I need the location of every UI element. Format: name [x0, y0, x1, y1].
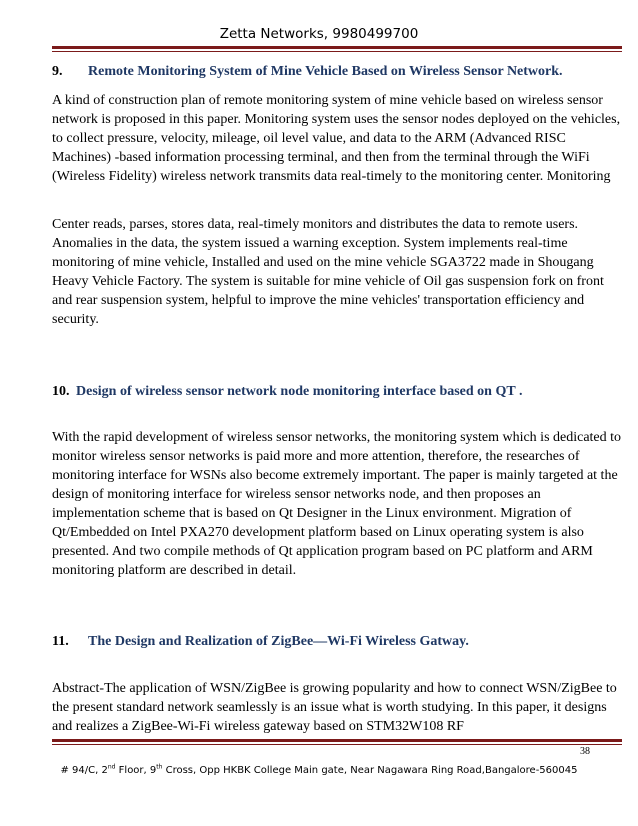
page-number: 38: [580, 746, 590, 757]
section-9-paragraph-1: [52, 91, 624, 186]
header-rule-thin: [52, 51, 622, 52]
section-9-paragraph-2-text: Center reads, parses, stores data, real-timely monitors and distributes the data to remote users. Anomalies in the data, the system issued a warning exception. System implements real-time monitoring of mine vehicle, Installed and used on the mine vehicle SGA3722 made in Shougang Heavy Vehicle Factory. The system is suitable for mine vehicle of Oil gas suspension fork on front and rear suspension system, helpful to improve the mine vehicles' transportation efficiency and security.: [52, 217, 604, 327]
section-10-number: 10.: [52, 384, 70, 399]
section-9-heading: [52, 62, 563, 81]
page-header-title: Zetta Networks, 9980499700: [219, 26, 419, 42]
section-11-paragraph-1: [52, 679, 624, 736]
footer-address-part-3: Cross, Opp HKBK College Main gate, Near Nagawara Ring Road,Bangalore-560045: [162, 765, 578, 776]
footer-rule-thin: [52, 744, 622, 745]
page-footer-address: [0, 765, 638, 776]
section-9-paragraph-2: [52, 215, 624, 329]
section-10-heading: [52, 382, 522, 401]
section-11-number: 11.: [52, 634, 69, 649]
footer-address-part-1: # 94/C, 2: [60, 765, 108, 776]
section-9-paragraph-1-text: A kind of construction plan of remote monitoring system of mine vehicle based on wireless sensor network is proposed in this paper. Monitoring system uses the sensor nodes deployed on the vehicles, to collect pressure, velocity, mileage, oil level value, and data to the ARM (Advanced RISC Machines) -based information processing terminal, and then from the terminal through the WiFi (Wireless Fidelity) wireless network transmits data real-timely to the monitoring center. Monitoring: [52, 93, 621, 184]
section-9-title: Remote Monitoring System of Mine Vehicle Based on Wireless Sensor Network.: [88, 64, 563, 79]
section-10-paragraph-1: [52, 428, 624, 580]
header-rule-thick: [52, 46, 622, 49]
section-9-number: 9.: [52, 64, 63, 79]
section-11-heading: [52, 632, 469, 651]
footer-superscript-1: nd: [107, 763, 116, 771]
section-10-title: Design of wireless sensor network node monitoring interface based on QT .: [76, 384, 523, 399]
section-11-paragraph-1-text: Abstract-The application of WSN/ZigBee is growing popularity and how to connect WSN/ZigBee to the present standard network seamlessly is an issue what is worth studying. In this paper, it designs and realizes a ZigBee-Wi-Fi wireless gateway based on STM32W108 RF: [52, 681, 617, 734]
section-10-paragraph-1-text: With the rapid development of wireless sensor networks, the monitoring system which is dedicated to monitor wireless sensor networks is paid more and more attention, therefore, the researches of monitoring interface for WSNs also become extremely important. The paper is mainly targeted at the design of monitoring interface for wireless sensor networks node, and then proposes an implementation scheme that is based on Qt Designer in the Linux environment. Migration of Qt/Embedded on Intel PXA270 development platform based on Linux operating system is also presented. And two compile methods of Qt application program based on PC platform and ARM monitoring platform are described in detail.: [52, 430, 622, 578]
section-11-title: The Design and Realization of ZigBee—Wi-Fi Wireless Gatway.: [88, 634, 469, 649]
footer-rule-thick: [52, 739, 622, 742]
footer-address-part-2: Floor, 9: [115, 765, 157, 776]
footer-superscript-2: th: [156, 763, 163, 771]
